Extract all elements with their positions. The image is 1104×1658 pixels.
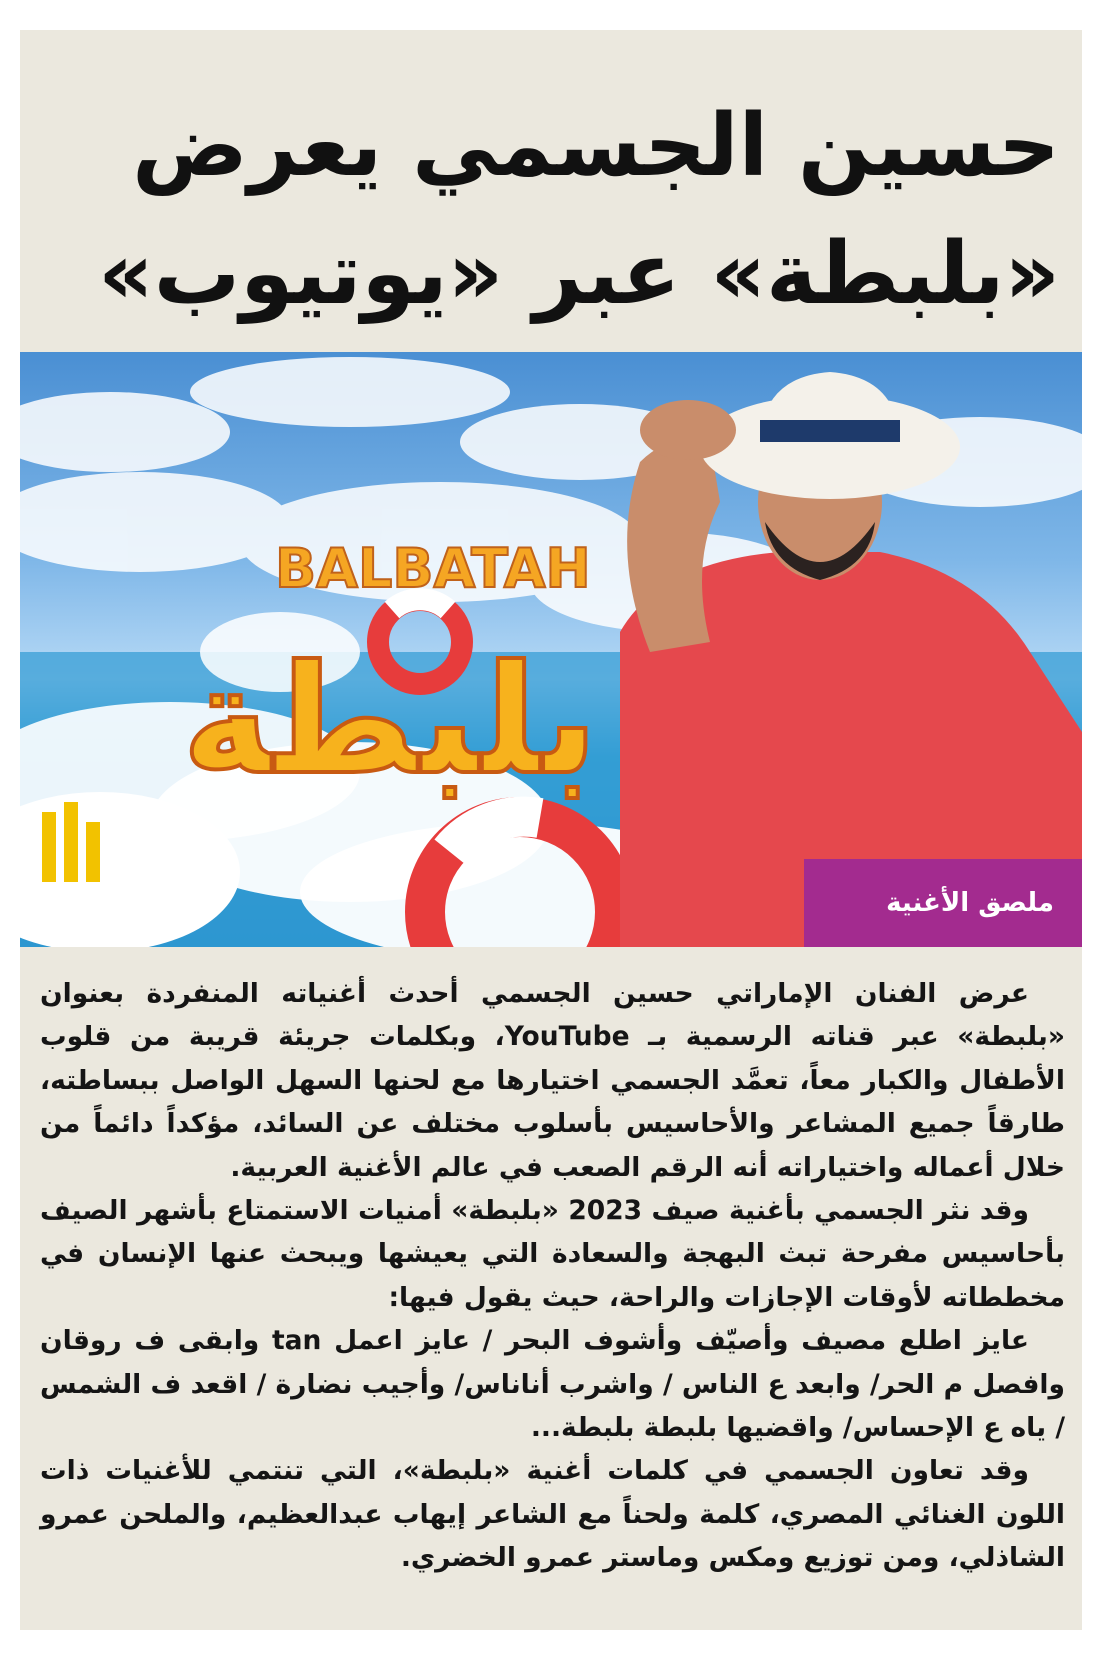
article-body — [40, 972, 1065, 1580]
photo-caption-text: ملصق الأغنية — [886, 888, 1054, 918]
poster-illustration — [20, 352, 1082, 947]
song-poster-photo — [20, 352, 1082, 947]
headline — [20, 82, 1060, 338]
poster-title-latin: BALBATAH — [275, 537, 591, 600]
headline-line-1: حسين الجسمي يعرض — [132, 96, 1060, 196]
article-paragraph: عرض الفنان الإماراتي حسين الجسمي أحدث أغنياته المنفردة بعنوان «بلبطة» عبر قناته الرسمية بـ YouTube، وبكلمات جريئة قريبة من قلوب الأطفال والكبار معاً، تعمَّد الجسمي اختيارها مع لحنها السهل الواصل ببساطته، طارقاً جميع المشاعر والأحاسيس بأسلوب مختلف عن السائد، مؤكداً دائماً من خلال أعماله واختياراته أنه الرقم الصعب في عالم الأغنية العربية. — [40, 978, 1065, 1183]
photo-caption — [804, 859, 1082, 947]
article-paragraph: عايز اطلع مصيف وأصيّف وأشوف البحر / عايز اعمل tan وابقى ف روقان وافصل م الحر/ وابعد ع الناس / واشرب أناناس/ وأجيب نضارة / اقعد ف الشمس / ياه ع الإحساس/ واقضيها بلبطة بلبطة... — [40, 1325, 1065, 1444]
article-paragraph: وقد نثر الجسمي بأغنية صيف 2023 «بلبطة» أمنيات الاستمتاع بأشهر الصيف بأحاسيس مفرحة تبث البهجة والسعادة التي يعيشها ويبحث عنها الإنسان في مخططاته لأوقات الإجازات والراحة، حيث يقول فيها: — [40, 1195, 1065, 1313]
article-paragraph: وقد تعاون الجسمي في كلمات أغنية «بلبطة»، التي تنتمي للأغنيات ذات اللون الغنائي المصري، كلمة ولحناً مع الشاعر إيهاب عبدالعظيم، والملحن عمرو الشاذلي، ومن توزيع ومكس وماستر عمرو الخضري. — [40, 1455, 1065, 1574]
headline-line-2: «بلبطة» عبر «يوتيوب» — [98, 224, 1060, 324]
poster-title-arabic: بلبطة — [182, 634, 598, 808]
newspaper-page — [20, 30, 1082, 1630]
